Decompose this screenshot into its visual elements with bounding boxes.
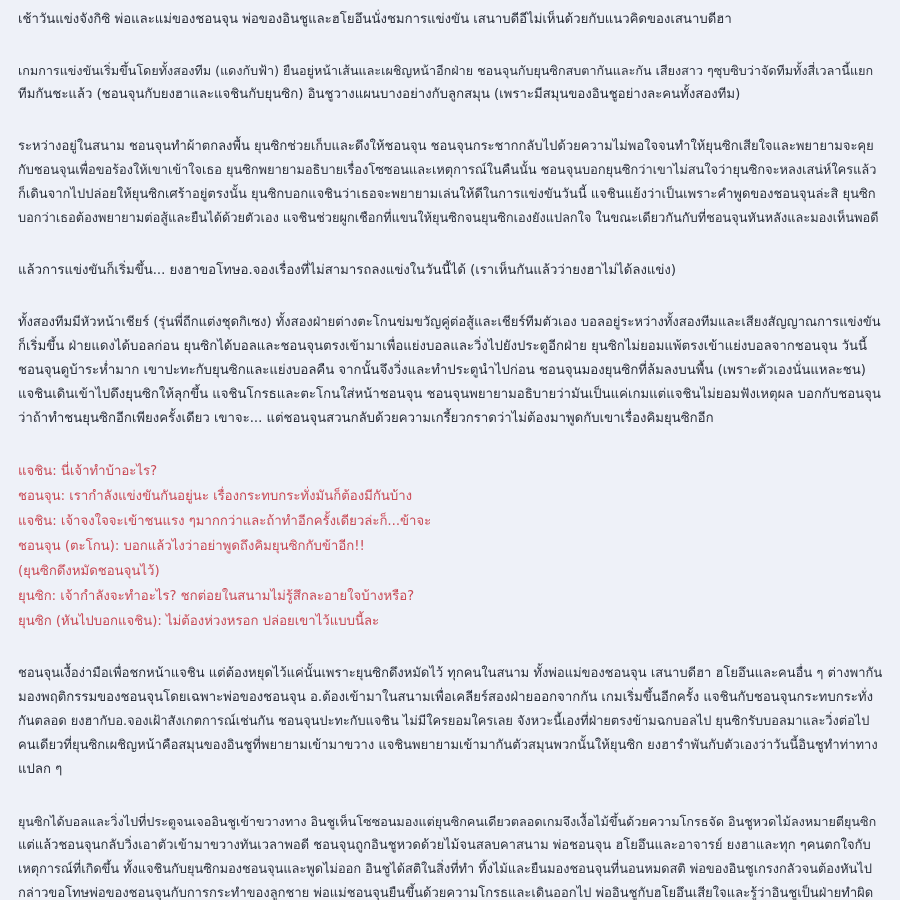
paragraph-match-play <box>18 311 882 431</box>
paragraph-game-start <box>18 59 882 107</box>
text-line: แล้วการแข่งขันก็เริ่มขึ้น... ยงฮาขอโทษอ.จองเรื่องที่ไม่สามารถลงแข่งในวันนี้ได้ (เราเห็นกันแล้วว่ายงฮาไม่ได้ลงแข่ง) <box>18 263 676 278</box>
text-line: แต่แล้วชอนจุนกลับวิ่งเอาตัวเข้ามาขวางทันเวลาพอดี ชอนจุนถูกอินชูหวดด้วยไม้จนสลบคาสนาม พ่อชอนจุน ฮโยอึนและอาจารย์ ยงฮาและทุก ๆคนตกใจกับ <box>18 838 871 853</box>
text-line: แปลก ๆ <box>18 762 63 777</box>
text-line: กันตลอด ยงฮากับอ.จองเฝ้าสังเกตการณ์เช่นกัน ชอนจุนปะทะกับแจชิน ไม่มีใครยอมใครเลย จังหวะนี้เองที่ฝ่ายตรงข้ามฉกบอลไป ยุนซิกรับบอลมาและวิ่งต่อไป <box>18 714 870 729</box>
dialogue-line: ยุนซิก: เจ้ากำลังจะทำอะไร? ชกต่อยในสนามไม่รู้สึกละอายใจบ้างหรือ? <box>18 589 415 604</box>
text-line: กล่าวขอโทษพ่อของชอนจุนกับการกระทำของลูกชาย พ่อแม่ชอนจุนยืนขึ้นด้วยความโกรธและเดินออกไป พ่ออินชูกับฮโยอึนเสียใจและรู้ว่าอินชูเป็นฝ่ายทำผิด <box>18 886 874 900</box>
text-line: ระหว่างอยู่ในสนาม ชอนจุนทำผ้าตกลงพื้น ยุนซิกช่วยเก็บและดึงให้ชอนจุน ชอนจุนกระชากกลับไปด้วยความไม่พอใจจนทำให้ยุนซิกเสียใจและพยายามจะคุย <box>18 139 874 154</box>
paragraph-confrontation <box>18 662 882 782</box>
dialogue-line: (ยุนซิกดึงหมัดชอนจุนไว้) <box>18 564 160 579</box>
dialogue-line: ชอนจุน (ตะโกน): บอกแล้วไงว่าอย่าพูดถึงคิมยุนซิกกับข้าอีก!! <box>18 539 365 554</box>
text-line: ทีมกันชะแล้ว (ชอนจุนกับยงฮาและแจชินกับยุนซิก) อินชูวางแผนบางอย่างกับลูกสมุน (เพราะมีสมุนของอินชูอย่างละคนทั้งสองทีม) <box>18 87 741 102</box>
text-line: ก็เริ่มขึ้น ฝ่ายแดงได้บอลก่อน ยุนซิกได้บอลและชอนจุนตรงเข้ามาเพื่อแย่งบอลและวิ่งไปยังประตูอีกฝ่าย ยุนซิกไม่ยอมแพ้ตรงเข้าแย่งบอลจากชอนจุน วันนี้ <box>18 339 868 354</box>
text-line: แจชินเดินเข้าไปดึงยุนซิกให้ลุกขึ้น แจชินโกรธและตะโกนใส่หน้าชอนจุน ชอนจุนพยายามอธิบายว่ามันเป็นแค่เกมแต่แจชินไม่ยอมฟังเหตุผล บอกกับชอนจุน <box>18 387 881 402</box>
dialogue-line: ชอนจุน: เรากำลังแข่งขันกันอยู่นะ เรื่องกระทบกระทั่งมันก็ต้องมีกันบ้าง <box>18 489 413 504</box>
paragraph-opening <box>18 8 882 32</box>
text-line: ว่าถ้าทำชนยุนซิกอีกเพียงครั้งเดียว เขาจะ... แต่ชอนจุนสวนกลับด้วยความเกรี้ยวกราดว่าไม่ต้องมาพูดกับเขาเรื่องคิมยุนซิกอีก <box>18 411 714 426</box>
paragraph-match-begins <box>18 259 882 283</box>
dialogue-line: แจชิน: เจ้าจงใจจะเข้าชนแรง ๆมากกว่าและถ้าทำอีกครั้งเดียวล่ะก็...ข้าจะ <box>18 514 432 529</box>
paragraph-field <box>18 135 882 231</box>
text-line: เช้าวันแข่งจังกิซิ พ่อและแม่ของชอนจุน พ่อของอินชูและฮโยอึนนั่งชมการแข่งขัน เสนาบดีอีไม่เห็นด้วยกับแนวคิดของเสนาบดีฮา <box>18 12 732 27</box>
dialogue-line: แจชิน: นี่เจ้าทำบ้าอะไร? <box>18 464 158 479</box>
text-line: เกมการแข่งขันเริ่มขึ้นโดยทั้งสองทีม (แดงกับฟ้า) ยืนอยู่หน้าเส้นและเผชิญหน้าอีกฝ่าย ชอนจุนกับยุนซิกสบตากันและกัน เสียงสาว ๆซุบซิบว่าจัดทีมทั้งสี่เวลานี้แยก <box>18 63 874 78</box>
paragraph-climax <box>18 810 882 900</box>
text-line: ชอนจุนเงื้อง่ามือเพื่อชกหน้าแจชิน แต่ต้องหยุดไว้แค่นั้นเพราะยุนซิกดึงหมัดไว้ ทุกคนในสนาม ทั้งพ่อแม่ของชอนจุน เสนาบดีฮา ฮโยอึนและคนอื่น ๆ ต่างพากัน <box>18 666 883 681</box>
text-line: ก็เดินจากไปปล่อยให้ยุนซิกเศร้าอยู่ตรงนั้น ยุนซิกบอกแจชินว่าเธอจะพยายามเล่นให้ดีในการแข่งขันวันนี้ แจชินแย้งว่าเป็นเพราะคำพูดของชอนจุนล่ะสิ ยุนซิก <box>18 187 876 202</box>
text-line: มองพฤติกรรมของชอนจุนโดยเฉพาะพ่อของชอนจุน อ.ต้องเข้ามาในสนามเพื่อเคลียร์สองฝ่ายออกจากกัน เกมเริ่มขึ้นอีกครั้ง แจชินกับชอนจุนกระทบกระทั่ง <box>18 690 874 705</box>
dialogue-block <box>18 459 882 634</box>
text-line: บอกว่าเธอต้องพยายามต่อสู้และยืนได้ด้วยตัวเอง แจชินช่วยผูกเชือกที่แขนให้ยุนซิกจนยุนซิกเองยังแปลกใจ ในขณะเดียวกันกับที่ชอนจุนหันหลังและมองเห็นพอดี <box>18 211 879 226</box>
text-line: คนเดียวที่ยุนซิกเผชิญหน้าคือสมุนของอินชูที่พยายามเข้ามาขวาง แจชินพยายามเข้ามากันตัวสมุนพวกนั้นให้ยุนซิก ยงฮารำพันกับตัวเองว่าวันนี้อินชูทำท่าทาง <box>18 738 878 753</box>
text-line: ทั้งสองทีมมีหัวหน้าเชียร์ (รุ่นพี่ถีกแต่งชุดกิเซง) ทั้งสองฝ่ายต่างตะโกนข่มขวัญคู่ต่อสู้และเชียร์ทีมตัวเอง บอลอยู่ระหว่างทั้งสองทีมและเสียงสัญญาณการแข่งขัน <box>18 315 881 330</box>
text-line: กับชอนจุนเพื่อขอร้องให้เขาเข้าใจเธอ ยุนซิกพยายามอธิบายเรื่องโซซอนและเหตุการณ์ในคืนนั้น ชอนจุนบอกยุนซิกว่าเขาไม่สนใจว่ายุนซิกจะหลงเสน่ห์ใครแล้ว <box>18 163 877 178</box>
text-line: เหตุการณ์ที่เกิดขึ้น ทั้งแจชินกับยุนซิกมองชอนจุนและพูดไม่ออก อินชูได้สติในสิ่งที่ทำ ทิ้งไม้และยืนมองชอนจุนที่นอนหมดสติ พ่อของอินชูเกรงกลัวจนต้องหันไป <box>18 862 872 877</box>
text-line: ยุนซิกได้บอลและวิ่งไปที่ประตูจนเจออินชูเข้าขวางทาง อินชูเห็นโซซอนมองแต่ยุนซิกคนเดียวตลอดเกมจึงเงื้อไม้ขึ้นด้วยความโกรธจัด อินชูหวดไม้ลงหมายตียุนซิก <box>18 814 877 829</box>
dialogue-line: ยุนซิก (หันไปบอกแจชิน): ไม่ต้องห่วงหรอก ปล่อยเขาไว้แบบนี้ละ <box>18 614 380 629</box>
text-line: ชอนจุนดูบ้าระห่ำมาก เขาปะทะกับยุนซิกและแย่งบอลคืน จากนั้นจึงวิ่งและทำประตูนำไปก่อน ชอนจุนมองยุนซิกที่ล้มลงบนพื้น (เพราะตัวเองนั่นแหละชน) <box>18 363 866 378</box>
